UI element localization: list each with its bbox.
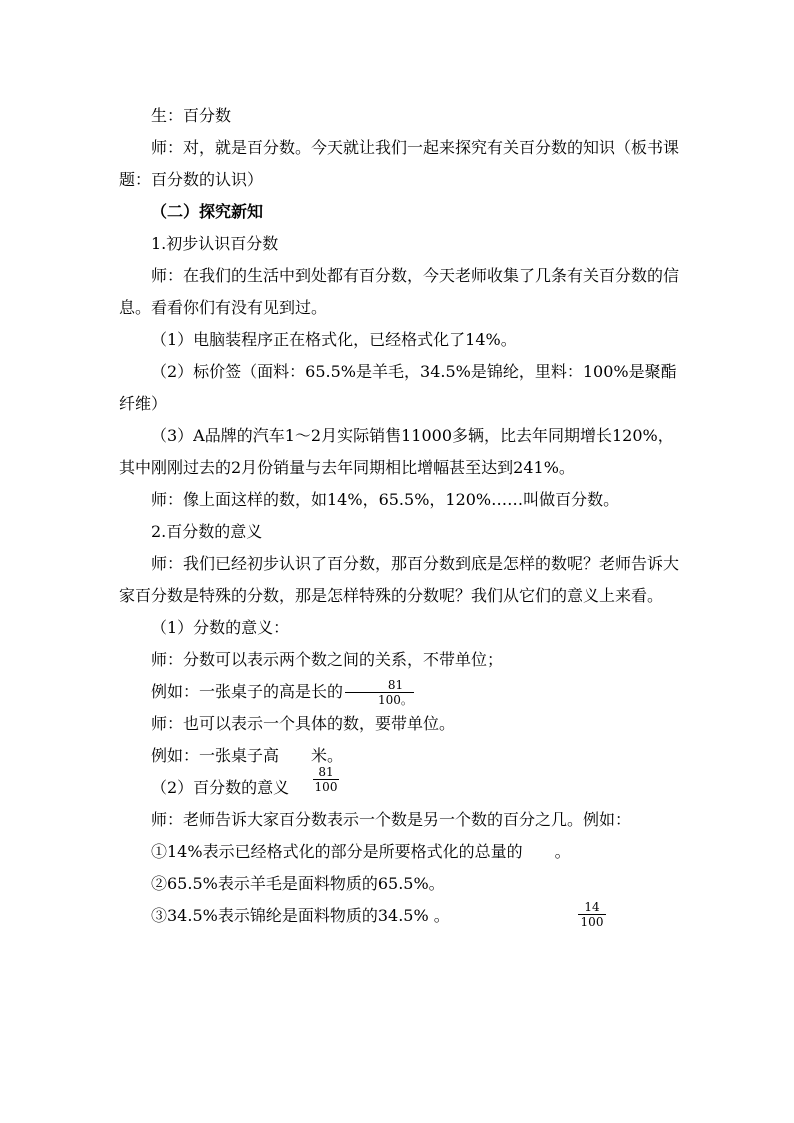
line-example-table-height: 例如：一张桌子高 米。 bbox=[151, 746, 344, 765]
line-student-answer: 生：百分数 bbox=[151, 106, 232, 125]
subheading-initial-understanding: 1.初步认识百分数 bbox=[151, 234, 279, 253]
line-fraction-concrete-number: 师：也可以表示一个具体的数，要带单位。 bbox=[151, 714, 456, 733]
line-teacher-collected-info: 师：在我们的生活中到处都有百分数，今天老师收集了几条有关百分数的信息。看看你们有没有见到过。 bbox=[119, 266, 680, 317]
section-heading-explore: （二）探究新知 bbox=[151, 202, 264, 221]
item-percent-meaning: （2）百分数的意义 bbox=[151, 778, 290, 797]
fraction-81-100-ratio: $\frac{81}{100。}$ bbox=[345, 678, 414, 707]
example-3-car-sales: （3）A品牌的汽车1～2月实际销售11000多辆，比去年同期增长120%，其中刚刚过去的2月份销量与去年同期相比增幅甚至达到241%。 bbox=[119, 426, 674, 477]
line-fraction-relation: 师：分数可以表示两个数之间的关系，不带单位； bbox=[151, 650, 504, 669]
fraction-14-100-overlay: $\frac{14}{100}$ bbox=[578, 900, 606, 929]
document-content bbox=[119, 100, 679, 932]
line-example-34-5-percent: ③34.5%表示锦纶是面料物质的34.5% 。 bbox=[151, 906, 450, 925]
line-example-65-5-percent: ②65.5%表示羊毛是面料物质的65.5%。 bbox=[151, 874, 445, 893]
line-teacher-percent-definition: 师：老师告诉大家百分数表示一个数是另一个数的百分之几。例如： bbox=[151, 810, 632, 829]
line-example-table-ratio: 例如：一张桌子的高是长的 $\frac{81}{100。}$ bbox=[151, 678, 413, 707]
line-teacher-these-are-percents: 师：像上面这样的数，如14%，65.5%，120%……叫做百分数。 bbox=[151, 490, 620, 509]
subheading-meaning-of-percent: 2.百分数的意义 bbox=[151, 522, 263, 541]
example-1-formatting: （1）电脑装程序正在格式化，已经格式化了14%。 bbox=[151, 330, 517, 349]
example-2-price-tag: （2）标价签（面料：65.5%是羊毛，34.5%是锦纶，里料：100%是聚酯纤维） bbox=[119, 362, 677, 413]
fraction-81-100-overlay: $\frac{81}{100}$ bbox=[314, 765, 338, 794]
line-teacher-special-fraction: 师：我们已经初步认识了百分数，那百分数到底是怎样的数呢？老师告诉大家百分数是特殊的分数，那是怎样特殊的分数呢？我们从它们的意义上来看。 bbox=[119, 554, 680, 605]
line-example-14-percent: ①14%表示已经格式化的部分是所要格式化的总量的 。 bbox=[151, 842, 571, 861]
line-teacher-intro: 师：对，就是百分数。今天就让我们一起来探究有关百分数的知识（板书课题：百分数的认识） bbox=[119, 138, 680, 189]
item-fraction-meaning: （1）分数的意义： bbox=[151, 618, 290, 637]
